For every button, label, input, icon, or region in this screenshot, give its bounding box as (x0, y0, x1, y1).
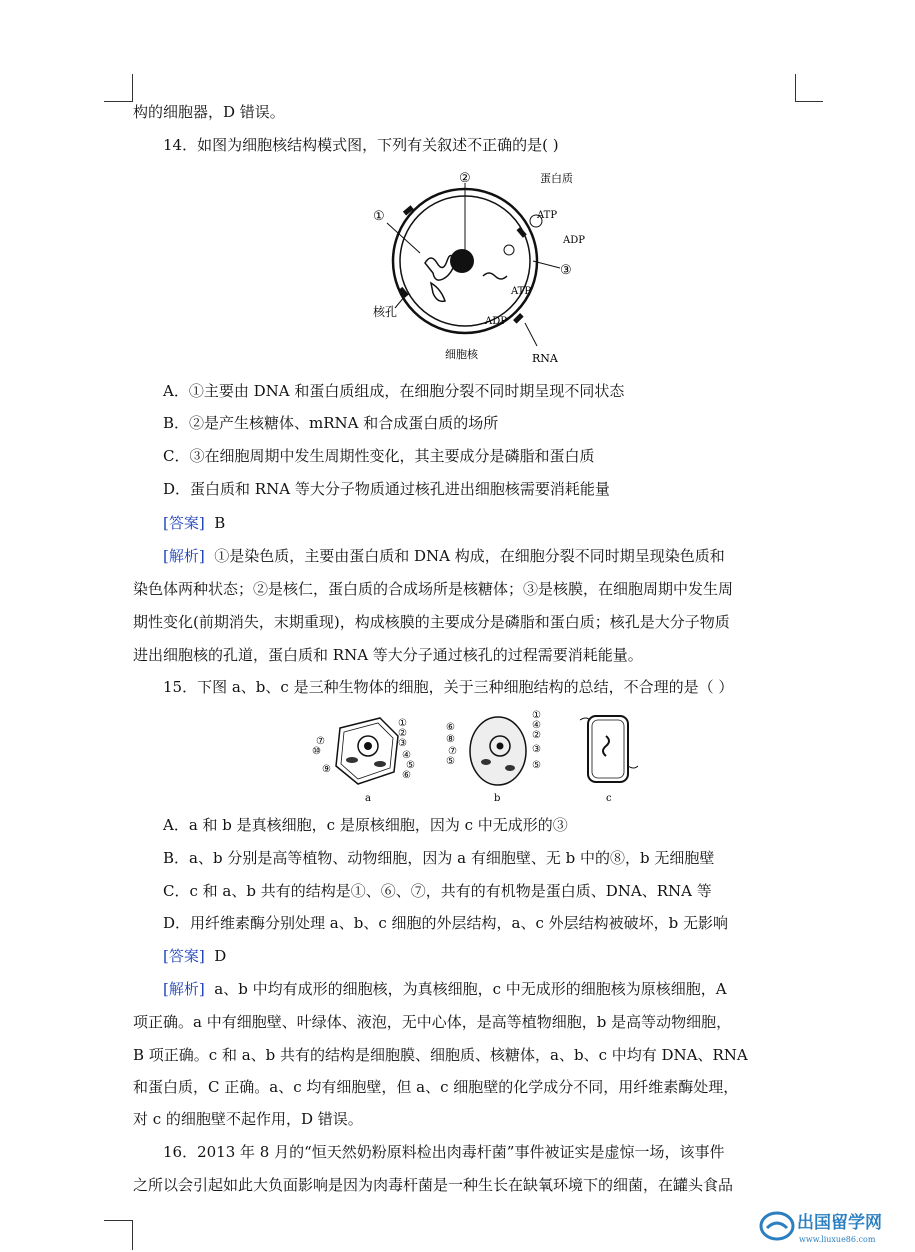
svg-text:a: a (365, 793, 371, 804)
answer-14 (163, 513, 225, 533)
answer-tag: [答案] (163, 514, 205, 532)
text-line: 构的细胞器，D 错误。 (133, 103, 285, 121)
option-15b: B．a、b 分别是高等植物、动物细胞，因为 a 有细胞壁、无 b 中的⑧，b 无细胞壁 (163, 849, 715, 867)
label-1: ① (373, 209, 385, 224)
option-14d: D．蛋白质和 RNA 等大分子物质通过核孔进出细胞核需要消耗能量 (163, 480, 610, 498)
explanation-14-line4: 进出细胞核的孔道，蛋白质和 RNA 等大分子通过核孔的过程需要消耗能量。 (133, 646, 643, 664)
svg-text:④: ④ (402, 750, 411, 761)
explanation-14-line2: 染色体两种状态；②是核仁，蛋白质的合成场所是核糖体；③是核膜，在细胞周期中发生周 (133, 580, 734, 598)
option-14a: A．①主要由 DNA 和蛋白质组成，在细胞分裂不同时期呈现不同状态 (163, 382, 625, 400)
cell-c (580, 716, 638, 804)
option-15d: D．用纤维素酶分别处理 a、b、c 细胞的外层结构，a、c 外层结构被破坏，b 无影响 (163, 914, 728, 932)
svg-text:⑥: ⑥ (402, 770, 411, 781)
label-pore: 核孔 (373, 305, 398, 319)
svg-text:⑦: ⑦ (316, 736, 325, 747)
explanation-15-line2: 项正确。a 中有细胞壁、叶绿体、液泡，无中心体，是高等植物细胞，b 是高等动物细胞， (133, 1013, 732, 1031)
question-14: 14．如图为细胞核结构模式图，下列有关叙述不正确的是( ) (163, 136, 559, 154)
label-nucleus: 细胞核 (445, 348, 478, 361)
svg-text:②: ② (532, 730, 541, 741)
svg-text:b: b (494, 793, 501, 804)
label-rna: RNA (532, 352, 558, 365)
svg-text:⑤: ⑤ (446, 756, 455, 767)
explanation-15-line5: 对 c 的细胞壁不起作用，D 错误。 (133, 1110, 363, 1128)
explanation-tag: [解析] (163, 547, 205, 565)
label-2: ② (459, 171, 471, 186)
crop-mark-top-left (132, 74, 133, 102)
explanation-14-line3: 期性变化(前期消失，末期重现)，构成核膜的主要成分是磷脂和蛋白质；核孔是大分子物质 (133, 613, 730, 631)
answer-value: D (214, 947, 227, 965)
svg-text:⑥: ⑥ (446, 722, 455, 733)
svg-text:⑨: ⑨ (322, 764, 331, 775)
watermark-text: 出国留学网 (797, 1213, 882, 1233)
option-15a: A．a 和 b 是真核细胞，c 是原核细胞，因为 c 中无成形的③ (163, 816, 568, 834)
svg-text:ADP: ADP (563, 235, 585, 246)
svg-text:⑩: ⑩ (312, 746, 321, 757)
label-protein: 蛋白质 (540, 172, 573, 185)
explanation-14-line1: [解析] ①是染色质，主要由蛋白质和 DNA 构成，在细胞分裂不同时期呈现染色质和 (163, 547, 725, 565)
explanation-tag: [解析] (163, 980, 205, 998)
question-15: 15．下图 a、b、c 是三种生物体的细胞，关于三种细胞结构的总结，不合理的是（ ） (163, 678, 734, 696)
svg-text:③: ③ (532, 744, 541, 755)
three-cells-diagram (310, 706, 650, 806)
svg-text:④: ④ (532, 720, 541, 731)
watermark-logo (759, 1206, 909, 1246)
answer-15 (163, 946, 226, 966)
svg-text:⑦: ⑦ (448, 746, 457, 757)
crop-mark-top-right (795, 74, 796, 102)
question-16-line1: 16．2013 年 8 月的“恒天然奶粉原料检出肉毒杆菌”事件被证实是虚惊一场，该事件 (163, 1143, 725, 1161)
svg-text:⑤: ⑤ (406, 760, 415, 771)
option-15c: C．c 和 a、b 共有的结构是①、⑥、⑦，共有的有机物是蛋白质、DNA、RNA 等 (163, 882, 712, 900)
crop-mark-top-left-h (104, 101, 132, 102)
question-16-line2: 之所以会引起如此大负面影响是因为肉毒杆菌是一种生长在缺氧环境下的细菌，在罐头食品 (133, 1176, 734, 1194)
cell-a (312, 718, 415, 804)
option-14b: B．②是产生核糖体、mRNA 和合成蛋白质的场所 (163, 414, 499, 432)
answer-value: B (214, 514, 226, 532)
svg-text:⑧: ⑧ (446, 734, 455, 745)
label-3: ③ (560, 263, 572, 278)
crop-mark-top-right-h (795, 101, 823, 102)
option-14c: C．③在细胞周期中发生周期性变化，其主要成分是磷脂和蛋白质 (163, 447, 595, 465)
svg-text:c: c (606, 793, 612, 804)
crop-mark-bottom-left-h (104, 1220, 132, 1221)
crop-mark-bottom-left (132, 1220, 133, 1250)
answer-tag: [答案] (163, 947, 205, 965)
svg-text:ATP: ATP (511, 286, 532, 297)
svg-text:①: ① (398, 718, 407, 729)
explanation-15-line1: [解析] a、b 中均有成形的细胞核，为真核细胞，c 中无成形的细胞核为原核细胞，A (163, 980, 727, 998)
cell-b (446, 710, 541, 804)
watermark-url: www.liuxue86.com (799, 1235, 876, 1244)
explanation-15-line4: 和蛋白质，C 正确。a、c 均有细胞壁，但 a、c 细胞壁的化学成分不同，用纤维素酶处理， (133, 1078, 739, 1096)
svg-text:②: ② (398, 728, 407, 739)
svg-text:ADP: ADP (485, 316, 507, 327)
nucleus-diagram (365, 168, 605, 368)
explanation-15-line3: B 项正确。c 和 a、b 共有的结构是细胞膜、细胞质、核糖体，a、b、c 中均有 DNA、RNA (133, 1046, 748, 1064)
svg-text:ATP: ATP (537, 210, 558, 221)
svg-text:⑤: ⑤ (532, 760, 541, 771)
svg-text:③: ③ (398, 738, 407, 749)
svg-text:①: ① (532, 710, 541, 721)
